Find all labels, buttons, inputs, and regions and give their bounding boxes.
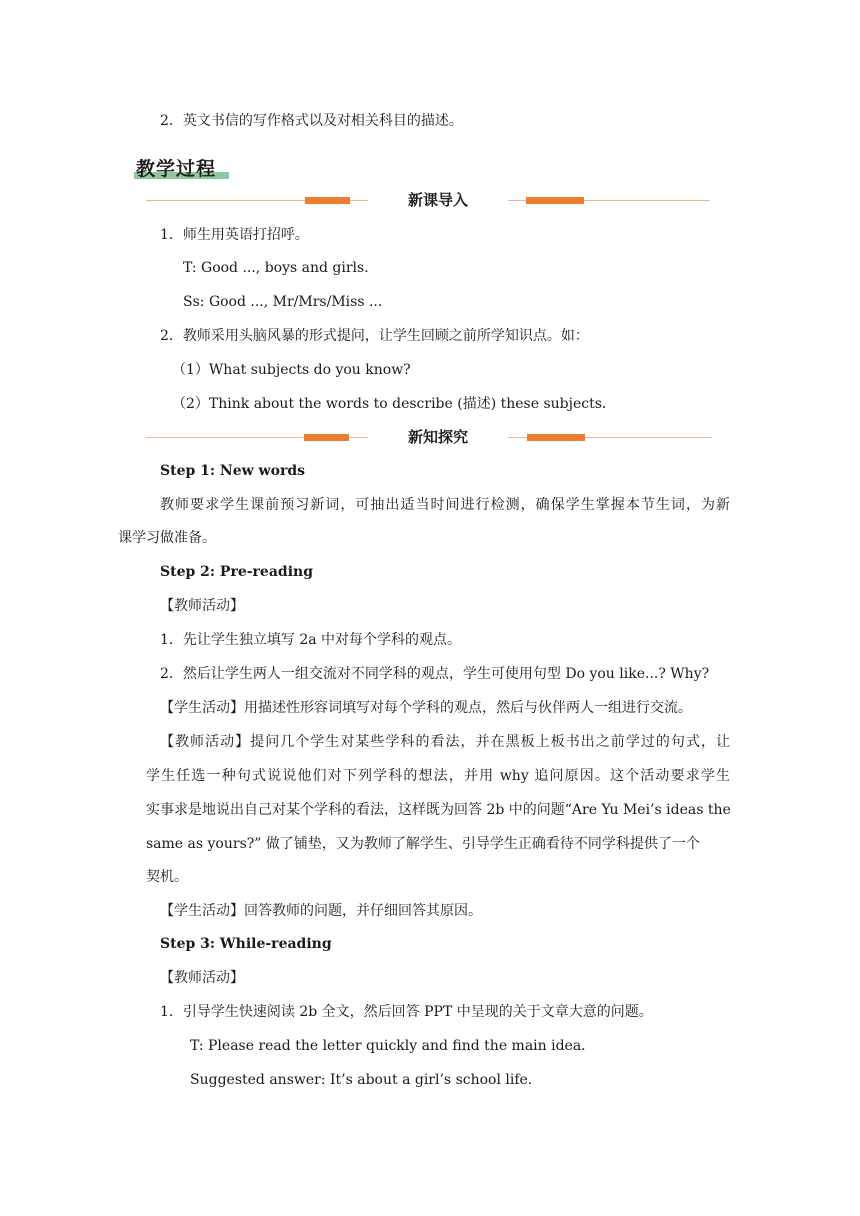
divider-title: 新知探究 xyxy=(368,427,508,447)
step-2-title: Step 2: Pre-reading xyxy=(160,564,313,580)
step-3-item-1: 1．引导学生快速阅读 2b 全文，然后回答 PPT 中呈现的关于文章大意的问题。 xyxy=(160,1004,653,1020)
section-heading: 教学过程 xyxy=(136,158,217,180)
step-2-teacher-label: 【教师活动】 xyxy=(160,598,244,614)
lead-in-item-1: 1．师生用英语打招呼。 xyxy=(160,227,309,243)
step-2-teacher-para-line-3: 实事求是地说出自己对某个学科的看法，这样既为回答 2b 中的问题“Are Yu Mei’s ideas the xyxy=(146,802,731,818)
step-2-student-activity: 【学生活动】用描述性形容词填写对每个学科的观点，然后与伙伴两人一组进行交流。 xyxy=(160,700,692,716)
step-2-teacher-para-line-1: 【教师活动】提问几个学生对某些学科的看法，并在黑板上板书出之前学过的句式，让 xyxy=(160,734,730,750)
divider-accent-left xyxy=(305,197,350,204)
step-1-title: Step 1: New words xyxy=(160,463,305,479)
lead-in-question-2: （2）Think about the words to describe (描述) these subjects． xyxy=(172,396,616,412)
step-1-paragraph-line-2: 课学习做准备。 xyxy=(118,530,216,546)
intro-list-item: 2．英文书信的写作格式以及对相关科目的描述。 xyxy=(160,113,463,129)
step-1-paragraph-line-1: 教师要求学生课前预习新词，可抽出适当时间进行检测，确保学生掌握本节生词，为新 xyxy=(160,497,730,513)
divider-title: 新课导入 xyxy=(368,190,508,210)
divider-accent-left xyxy=(304,434,349,441)
divider-accent-right xyxy=(527,434,585,441)
lead-in-students-line: Ss: Good ..., Mr/Mrs/Miss ... xyxy=(183,294,383,310)
step-2-teacher-para-line-4: same as yours?” 做了铺垫，又为教师了解学生、引导学生正确看待不同学科提供了一个 xyxy=(146,836,700,852)
step-2-teacher-para-line-5: 契机。 xyxy=(146,869,188,885)
step-3-teacher-line: T: Please read the letter quickly and find the main idea． xyxy=(190,1038,596,1054)
lead-in-teacher-line: T: Good ..., boys and girls． xyxy=(183,260,379,276)
step-2-teacher-para-line-2: 学生任选一种句式说说他们对下列学科的想法，并用 why 追问原因。这个活动要求学生 xyxy=(146,768,730,784)
step-2-item-1: 1．先让学生独立填写 2a 中对每个学科的观点。 xyxy=(160,632,462,648)
step-3-suggested-answer: Suggested answer: It’s about a girl’s school life． xyxy=(190,1072,542,1088)
lead-in-question-1: （1）What subjects do you know? xyxy=(172,362,411,378)
divider-accent-right xyxy=(526,197,584,204)
lead-in-item-2: 2．教师采用头脑风暴的形式提问，让学生回顾之前所学知识点。如： xyxy=(160,328,589,344)
step-2-item-2: 2．然后让学生两人一组交流对不同学科的观点，学生可使用句型 Do you like...? Why? xyxy=(160,666,710,682)
step-2-student-answer: 【学生活动】回答教师的问题，并仔细回答其原因。 xyxy=(160,903,482,919)
step-3-teacher-label: 【教师活动】 xyxy=(160,970,244,986)
step-3-title: Step 3: While-reading xyxy=(160,936,332,952)
